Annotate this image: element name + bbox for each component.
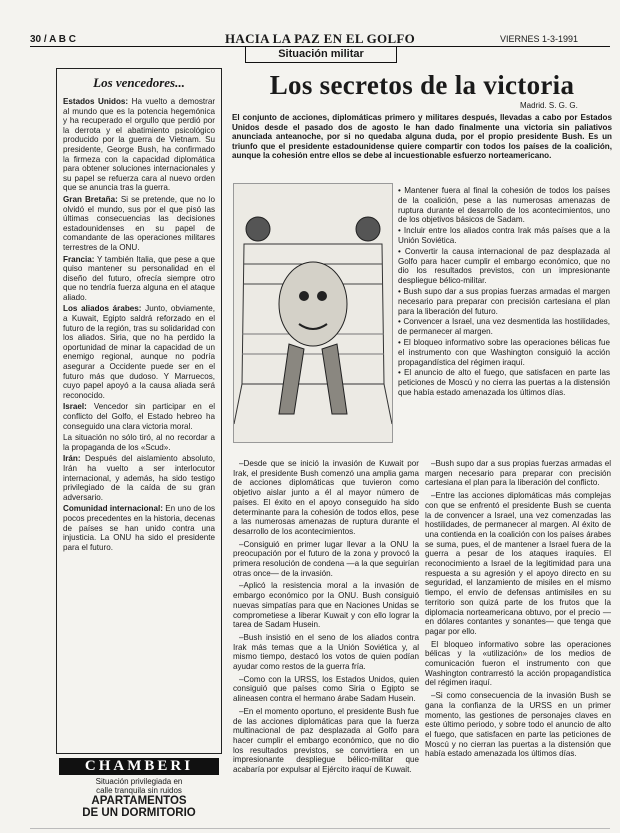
entry-lead: Francia: (63, 254, 95, 264)
key-point: • Bush supo dar a sus propias fuerzas armadas el margen necesario para preparar con precisión cartesiana el plan para la liberación del futuro. (398, 286, 610, 316)
entry-lead: Los aliados árabes: (63, 304, 142, 314)
entry-lead: Comunidad internacional: (63, 504, 163, 514)
body-paragraph: –Bush insistió en el seno de los aliados contra Irak más temas que a la Unión Soviética y, al mismo tiempo, destacó los votos de quien podían ayudar como restos de la guerra fría. (233, 632, 419, 672)
entry-lead: Irán: (63, 454, 81, 464)
key-point: • Incluir entre los aliados contra Irak más países que a la Unión Soviética. (398, 226, 610, 245)
article-column-1 (233, 459, 419, 778)
sidebar-entry (63, 255, 215, 303)
boxing-ring-illustration (233, 183, 393, 443)
article-byline: Madrid. S. G. G. (520, 101, 578, 110)
body-paragraph: –Aplicó la resistencia moral a la invasión de embargo económico por la ONU. Bush consiguió nuevas simpatías para que en Naciones Unidas se comprometiese a liberar Kuwait y con ello lograr la tarea de Sadam Husein. (233, 581, 419, 630)
sidebar-title: Los vencedores... (93, 75, 185, 90)
page-bottom-rule (30, 828, 610, 829)
sidebar-entry (63, 454, 215, 502)
sidebar-entry (63, 304, 215, 400)
body-paragraph: –Si como consecuencia de la invasión Bush se gana la confianza de la URSS en un primer momento, las gestiones de personajes claves en este último periodo, y sobre todo el anuncio de alto el fuego, que satisfacen en parte las peticiones de Moscú y no cierran las puertas a la distensión que había estado amenazada los últimos días. (425, 691, 611, 759)
sidebar-entry (63, 504, 215, 552)
body-paragraph: –Entre las acciones diplomáticas más complejas con que se enfrentó el presidente Bush se cuenta la de convencer a Israel, una vez comenzadas las hostilidades, de permanecer al margen. Al éxito de una contienda en la coalición con los países árabes se suma, pues, el de mantener a Israel fuera de la guerra a pesar de los ataques iraquíes. El reconocimiento a Israel de la legitimidad para una respuesta a su agresión y el apoyo directo en su seguridad, el lanzamiento de misiles en el mismo tiempo, el envío de defensas antimisiles en su territorio son quizá parte de los frutos que la diplomacia norteamericana obtuvo, por el precio —en dólares contantes y sonantes— que tenga que pagar por ello. (425, 491, 611, 636)
article-column-2 (425, 459, 611, 762)
section-title: HACIA LA PAZ EN EL GOLFO (225, 31, 416, 46)
sidebar-entry (63, 433, 215, 452)
entry-lead: Israel: (63, 402, 87, 412)
ad-line: calle tranquila sin ruidos (96, 786, 182, 795)
entry-lead: Gran Bretaña: (63, 194, 118, 204)
entry-text: Vencedor sin participar en el conflicto del Golfo, el Estado hebreo ha conseguido una clara victoria moral. (63, 402, 215, 431)
entry-text: La situación no sólo tiró, al no recordar a la propaganda de los «Scud». (63, 433, 215, 452)
sidebar-entry (63, 97, 215, 193)
body-paragraph: –Desde que se inició la invasión de Kuwait por Irak, el presidente Bush comenzó una amplia gama de acciones diplomáticas que tuvieron como objetivo aislar junto a él al mayor número de países. El éxito en el apoyo conseguido ha sido determinante para la cohesión de todos ellos, pese a las numerosas amenazas de ruptura durante el desarrollo de los acontecimientos. (233, 459, 419, 536)
real-estate-ad (56, 758, 222, 828)
entry-text: Y también Italia, que pese a que quiso mantener su personalidad en el diseño del futuro, ofrecía siempre otro que no tendría fuerza alguna en el ataque aliado. (63, 254, 215, 302)
key-point: • Convertir la causa internacional de paz desplazada al Golfo para hacer cumplir el embargo económico, que no dio los resultados previstos, con un impresionante despliegue bélico-militar. (398, 246, 610, 286)
entry-text: Ha vuelto a demostrar al mundo que es la potencia hegemónica y ha recuperado el orgullo que perdió por la derrota y el abatimiento psicológico producido por la guerra de Vietnam. Su presidente, George Bush, ha confirmado la firmeza con la capacidad diplomática para obtener soluciones internacionales y su papel se refuerza cara al nuevo orden que se anuncia tras la guerra. (63, 97, 216, 193)
entry-text: Si se pretende, que no lo olvidó el mundo, sus por el que pisó las últimas consecuencias las decisiones estadounidenses en su papel de comandante de las operaciones militares terrestres de la ONU. (63, 194, 215, 252)
body-paragraph: El bloqueo informativo sobre las operaciones bélicas y la «utilización» de los medios de comunicación fueron el instrumento con que Washington contrarrestó la acción propagandística del régimen iraquí. (425, 639, 611, 688)
ad-line: Situación privilegiada en (95, 777, 183, 786)
key-point: • El bloqueo informativo sobre las operaciones bélicas fue el instrumento con que Washington consiguió la acción propagandística del régimen iraquí. (398, 337, 610, 367)
ad-heading: APARTAMENTOS (91, 795, 187, 807)
sidebar-entry (63, 195, 215, 253)
body-paragraph: –Consiguió en primer lugar llevar a la ONU la preocupación por el futuro de la zona y provocó la primera resolución de condena —a la que seguirían otras once— de la invasión. (233, 539, 419, 578)
ad-heading: DE UN DORMITORIO (82, 807, 196, 819)
entry-lead: Estados Unidos: (63, 97, 129, 106)
article-headline: Los secretos de la victoria (269, 70, 575, 100)
body-paragraph: –Como con la URSS, los Estados Unidos, quien consiguió que países como Siria o Egipto se alineasen contra el hermano árabe Sadam Husein. (233, 674, 419, 704)
entry-text: En uno de los pocos precedentes en la historia, decenas de países se han unido contra una injusticia. La ONU ha sido el presidente para el futuro. (63, 504, 215, 552)
key-point: • Mantener fuera al final la cohesión de todos los países de la coalición, pese a las numerosas amenazas de ruptura durante el desarrollo de los acontecimientos, uno de los objetivos básicos de Sadam. (398, 186, 610, 225)
winners-sidebar (56, 68, 222, 754)
article-lead: El conjunto de acciones, diplomáticas primero y militares después, llevadas a cabo por Estados Unidos desde el pasado dos de agosto le han dado finalmente una victoria sin paliativos anunciada anteanoche, por si no quedaba alguna duda, por el propio presidente Bush. Es un triunfo que el presidente estadounidense quiere compartir con todos los países de la coalición, aunque la cohesión entre ellos se debe al incuestionable esfuerzo norteamericano. (232, 113, 612, 160)
section-ribbon: Situación militar (245, 47, 397, 63)
key-point: • Convencer a Israel, una vez desmentida las hostilidades, de permanecer al margen. (398, 317, 610, 337)
entry-text: Después del aislamiento absoluto, Irán ha vuelto a ser interlocutor internacional, y además, ha sido testigo privilegiado de la caída de su gran adversario. (63, 454, 215, 502)
ring-drawing (234, 184, 392, 442)
entry-text: Junto, obviamente, a Kuwait, Egipto saldrá reforzado en el futuro de la región, tras su solidaridad con los aliados. Siria, que no ha perdido la oportunidad de minar la capacidad de un enemigo regional, aunque no podría asegurar a Occidente puede ser en el futuro más que dudoso. Y Marruecos, cuyo papel apoyó a la causa aliada será reconocido. (63, 304, 215, 400)
key-point: • El anuncio de alto el fuego, que satisfacen en parte las peticiones de Moscú y no cierra las puertas a la distensión que había estado amenazada los últimos días. (398, 368, 610, 397)
ad-brand: CHAMBERI (59, 758, 219, 775)
page-number: 30 / A B C (30, 34, 76, 45)
sidebar-entry (63, 402, 215, 431)
issue-date: VIERNES 1-3-1991 (500, 34, 579, 44)
body-paragraph: –Bush supo dar a sus propias fuerzas armadas el margen necesario para preparar con precisión cartesiana el plan para la liberación del conflicto. (425, 459, 611, 488)
body-paragraph: –En el momento oportuno, el presidente Bush fue de las acciones diplomáticas para que la fuerza multinacional de paz desplazada al Golfo para hacer cumplir el embargo económico, que no dio los resultados previstos, se convirtiera en un impresionante despliegue bélico-militar que acabaría por expulsar al Ejército iraquí de Kuwait. (233, 706, 419, 775)
key-points (398, 186, 610, 399)
